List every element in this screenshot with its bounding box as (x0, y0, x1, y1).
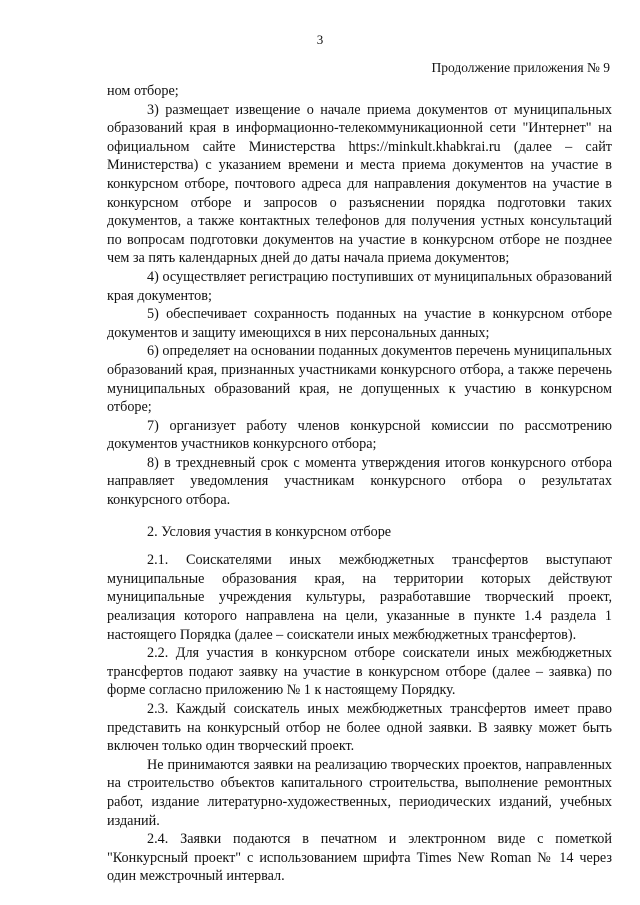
list-item: 8) в трехдневный срок с момента утверждения итогов конкурсного отбора направляет уведомления участникам конкурсного отбора о результатах конкурсного отбора. (107, 454, 612, 509)
paragraph: 2.1. Соискателями иных межбюджетных трансфертов выступают муниципальные образования края, на территории которых действуют муниципальные учреждения культуры, разработавшие творческий проект, реализация которого направлена на цели, указанные в пункте 1.4 раздела 1 настоящего Порядка (далее – соискатели иных межбюджетных трансфертов). (107, 552, 612, 643)
lead-text: ном отборе; (107, 83, 179, 99)
page-number: 3 (316, 32, 324, 47)
list-item: 6) определяет на основании поданных документов перечень муниципальных образований края, признанных участниками конкурсного отбора, а также перечень муниципальных образований края, не допущенных к участию в конкурсном отборе; (107, 343, 612, 416)
list-item: 3) размещает извещение о начале приема документов от муниципальных образований края в информационно-телекоммуникационной сети "Интернет" на официальном сайте Министерства https://minkult.khabkrai.ru (далее – сайт Министерства) с указанием времени и места приема документов на участие в конкурсном отборе, почтового адреса для направления документов на участие в конкурсном отборе и запросов о разъяснении порядка подготовки таких документов, а также контактных телефонов для получения устных консультаций по вопросам подготовки документов на участие в конкурсном отборе не позднее чем за пять календарных дней до даты начала приема документов; (107, 101, 612, 267)
list-item: 5) обеспечивает сохранность поданных на участие в конкурсном отборе документов и защиту имеющихся в них персональных данных; (107, 306, 612, 341)
paragraph: 2.4. Заявки подаются в печатном и электронном виде с пометкой "Конкурсный проект" с использованием шрифта Times New Roman № 14 через один межстрочный интервал. (107, 831, 612, 885)
paragraph: 2.3. Каждый соискатель иных межбюджетных трансфертов имеет право представить на конкурсный отбор не более одной заявки. В заявку может быть включен только один творческий проект. (107, 701, 612, 755)
section-heading: 2. Условия участия в конкурсном отборе (147, 523, 392, 540)
paragraph: 2.2. Для участия в конкурсном отборе соискатели иных межбюджетных трансфертов подают заявку на участие в конкурсном отборе (далее – заявка) по форме согласно приложению № 1 к настоящему Порядку. (107, 645, 612, 699)
list-item: 7) организует работу членов конкурсной комиссии по рассмотрению документов участников конкурсного отбора; (107, 417, 612, 453)
continuation-label: Продолжение приложения № 9 (431, 60, 610, 75)
list-item: 4) осуществляет регистрацию поступивших от муниципальных образований края документов; (107, 268, 612, 304)
paragraph: Не принимаются заявки на реализацию творческих проектов, направленных на строительство объектов капитального строительства, выполнение ремонтных работ, издание литературно-художественных, периодических изданий, учебных изданий. (107, 756, 612, 829)
document-body (107, 82, 612, 886)
